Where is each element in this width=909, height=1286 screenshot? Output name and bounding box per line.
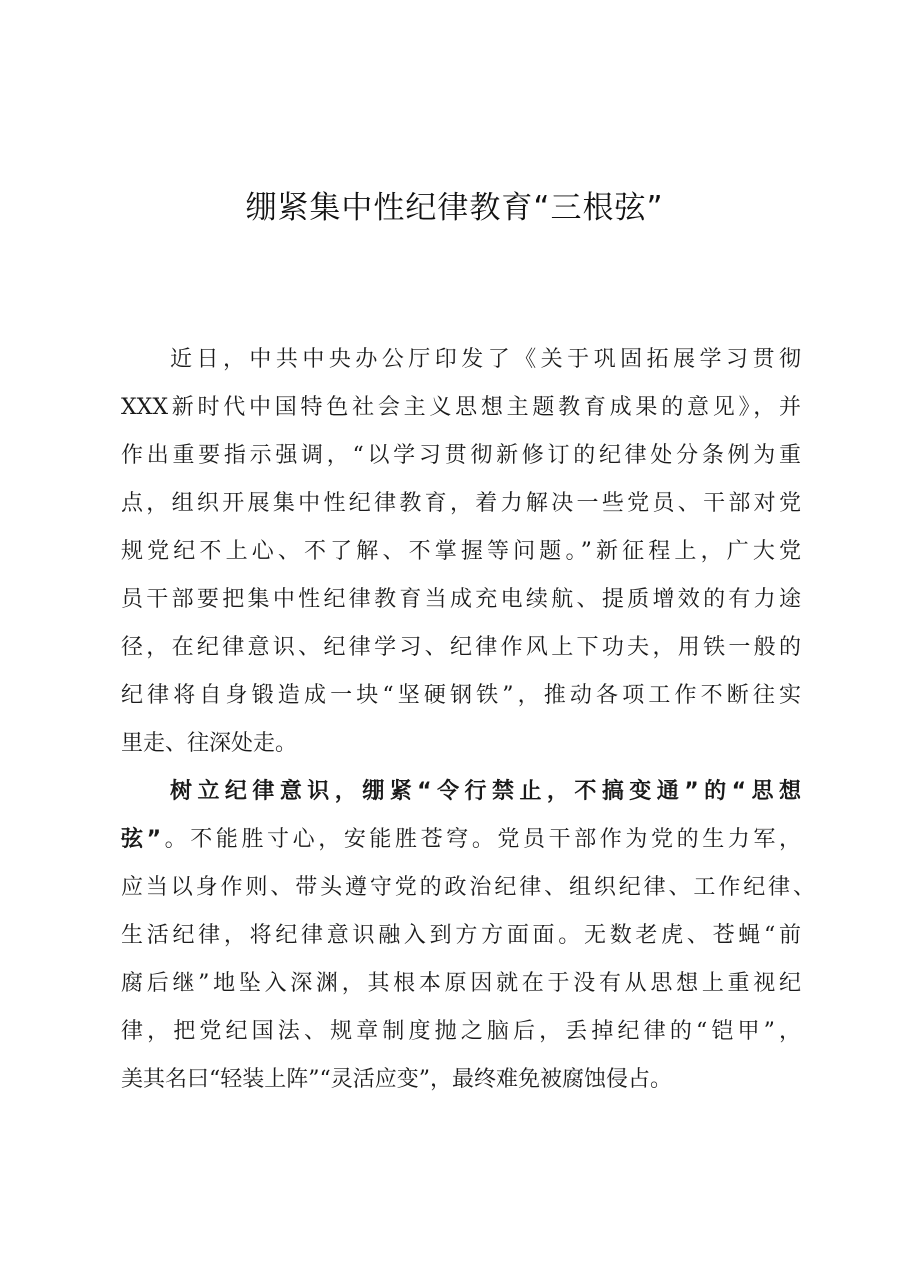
paragraph-2-heading-line-2: 弦” — [121, 827, 162, 852]
paragraph-1-line-6: 员干部要把集中性纪律教育当成充电续航、提质增效的有力途 — [121, 587, 801, 612]
paragraph-1-line-7: 径，在纪律意识、纪律学习、纪律作风上下功夫，用铁一般的 — [121, 635, 801, 660]
paragraph-1-line-5: 规党纪不上心、不了解、不掌握等问题。”新征程上，广大党 — [121, 539, 801, 564]
paragraph-2-line-3: 应当以身作则、带头遵守党的政治纪律、组织纪律、工作纪律、 — [121, 875, 815, 900]
paragraph-2-line-2-rest: 。不能胜寸心，安能胜苍穹。党员干部作为党的生力军， — [161, 827, 801, 852]
paragraph-2-heading-line-1: 树立纪律意识，绷紧“令行禁止，不搞变通”的“思想 — [170, 779, 801, 804]
paragraph-1-line-3: 作出重要指示强调，“以学习贯彻新修订的纪律处分条例为重 — [121, 443, 801, 468]
paragraph-1-line-4: 点，组织开展集中性纪律教育，着力解决一些党员、干部对党 — [121, 491, 801, 516]
paragraph-2-line-4: 生活纪律，将纪律意识融入到方方面面。无数老虎、苍蝇“前 — [121, 923, 801, 948]
paragraph-2-line-5: 腐后继”地坠入深渊，其根本原因就在于没有从思想上重视纪 — [121, 971, 801, 996]
paragraph-1-line-2: XXX新时代中国特色社会主义思想主题教育成果的意见》，并 — [121, 395, 801, 420]
paragraph-1-line-9: 里走、往深处走。 — [121, 731, 298, 756]
document-title: 绷紧集中性纪律教育“三根弦” — [245, 190, 664, 226]
paragraph-2-line-6: 律，把党纪国法、规章制度抛之脑后，丢掉纪律的“铠甲”， — [121, 1019, 801, 1044]
paragraph-2-line-7: 美其名曰“轻装上阵”“灵活应变”，最终难免被腐蚀侵占。 — [121, 1067, 672, 1092]
paragraph-2-line-2 — [121, 819, 801, 861]
paragraph-1-line-8: 纪律将自身锻造成一块“坚硬钢铁”，推动各项工作不断往实 — [121, 683, 801, 708]
paragraph-1-line-1: 近日，中共中央办公厅印发了《关于巩固拓展学习贯彻 — [170, 347, 801, 372]
